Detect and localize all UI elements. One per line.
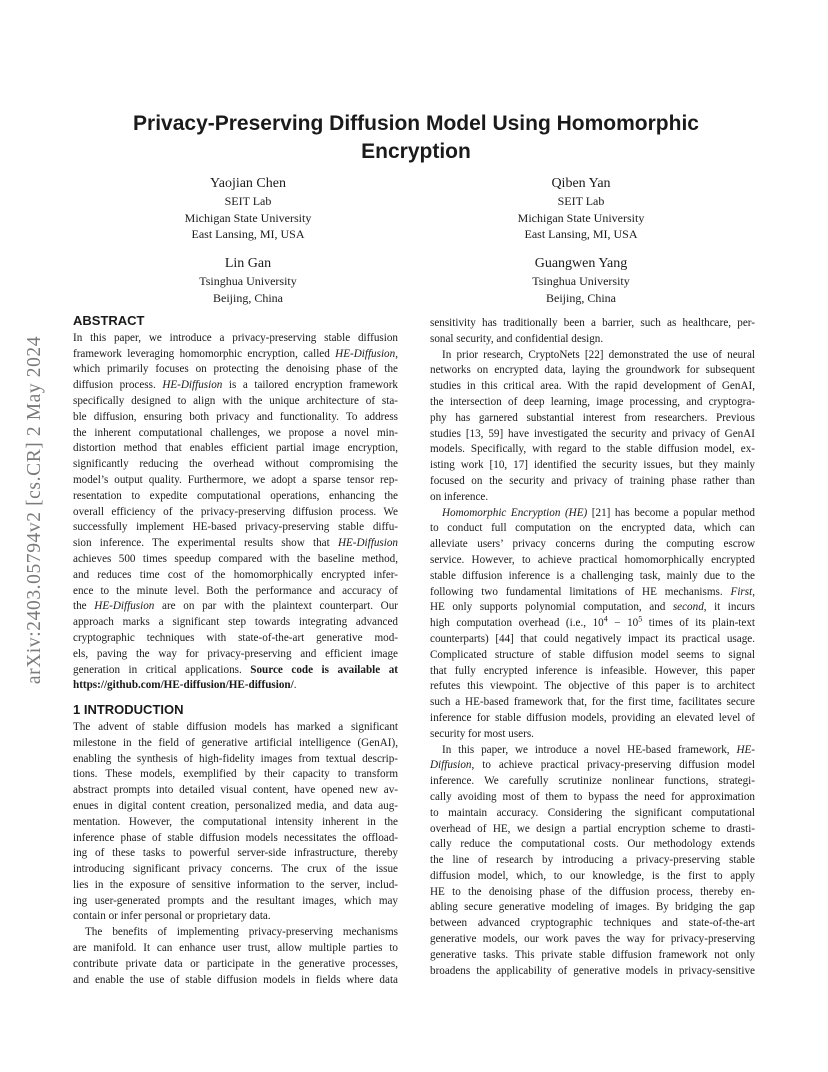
author-block <box>128 174 368 243</box>
author-location: East Lansing, MI, USA <box>191 227 305 241</box>
author-affiliation: SEIT Lab <box>557 194 605 208</box>
author-affiliation: Michigan State University <box>517 210 645 225</box>
introduction-heading: 1 INTRODUCTION <box>73 702 184 718</box>
author-affiliation: Tsinghua University <box>199 274 297 288</box>
abstract-paragraph: In this paper, we introduce a privacy-preserving stable diffusion framework leveraging homomorphic encryption, called HE-Diffusion, which primarily focuses on protecting the denoising phase of the diffusion process. HE-Diffusion is a tailored encryption framework specifically designed to align with the unique architecture of sta- ble diffusion, ensuring both privacy and functionality. To address the inherent computational challenges, we propose a novel min- distortion method that enables efficient partial image encryption, significantly reducing the overhead without compromising the model’s output quality. Furthermore, we adopt a sparse tensor rep- resentation to expedite computational operations, enhancing the overall efficiency of the privacy-preserving diffusion process. We successfully implement HE-based privacy-preserving stable diffu- sion inference. The experimental results show that HE-Diffusion achieves 500 times speedup compared with the baseline method, and reduces time cost of the homomorphically encrypted infer- ence to the minute level. Both the performance and accuracy of the HE-Diffusion are on par with the plaintext counterpart. Our approach marks a significant step towards integrating advanced cryptographic techniques with state-of-the-art generative mod- els, paving the way for privacy-preserving and efficient image generation in critical applications. Source code is available at https://github.com/HE-diffusion/HE-diffusion/. <box>73 331 398 694</box>
intro-paragraph-1: The advent of stable diffusion models has marked a significant milestone in the field of generative artificial intelligence (GenAI), enabling the synthesis of high-fidelity images from textual descrip- tions. These models, exemplified by their capacity to transform abstract prompts into detailed visual content, have opened new av- enues in digital content creation, personalized media, and data aug- mentation. However, the computational intensity inherent in the inference phase of stable diffusion models necessitates the offload- ing of these tasks to powerful server-side infrastructure, thereby introducing significant privacy concerns. The crux of the issue lies in the exposure of sensitive information to the server, includ- ing user-generated prompts and the resultant images, which may contain or infer personal or proprietary data. <box>73 720 398 923</box>
intro-paragraph-2: The benefits of implementing privacy-preserving mechanisms are manifold. It can enhance user trust, allow multiple parties to contribute private data or participate in the generative processes, and enable the use of stable diffusion models in fields where data <box>73 926 398 986</box>
source-code-link[interactable]: https://github.com/HE-diffusion/HE-diffusion/. <box>73 679 297 692</box>
left-column <box>73 313 398 988</box>
author-affiliation: SEIT Lab <box>224 194 272 208</box>
author-name: Guangwen Yang <box>534 256 628 271</box>
paper-title <box>100 110 732 166</box>
author-name: Yaojian Chen <box>210 176 286 191</box>
author-block <box>461 254 701 306</box>
author-block <box>461 174 701 243</box>
arxiv-identifier-margin <box>22 260 48 760</box>
author-location: East Lansing, MI, USA <box>524 227 638 241</box>
right-column <box>430 316 755 979</box>
author-location: Beijing, China <box>546 290 616 305</box>
author-affiliation: Michigan State University <box>184 210 312 225</box>
author-block <box>128 254 368 306</box>
title-line-2: Encryption <box>361 140 471 163</box>
title-line-1: Privacy-Preserving Diffusion Model Using Homomorphic <box>133 112 699 135</box>
author-location: Beijing, China <box>213 290 283 305</box>
body-paragraph: In prior research, CryptoNets [22] demonstrated the use of neural networks on encrypted data, laying the groundwork for subsequent studies in this critical area. With the rapid development of GenAI, the intersection of deep learning, image processing, and cryptogra- phy has garnered substantial interest from researchers. Previous studies [13, 59] have investigated the security and privacy of GenAI models. Specifically, with regard to the stable diffusion model, ex- isting work [10, 17] identified the security issues, but they mainly focused on the security and privacy of training phase rather than on inference. <box>430 348 755 503</box>
body-paragraph: In this paper, we introduce a novel HE-based framework, HE- Diffusion, to achieve practical privacy-preserving diffusion model inference. We carefully scrutinize nonlinear functions, strategi- cally avoiding most of them to bypass the need for approximation to maintain accuracy. Considering the significant computational overhead of HE, we design a partial encryption scheme to drasti- cally reduce the computational costs. Our methodology extends the line of research by introducing a privacy-preserving stable diffusion model, which, to our knowledge, is the first to apply HE to the denoising phase of the diffusion process, thereby en- abling secure generative modeling of images. By bridging the gap between advanced cryptographic techniques and state-of-the-art generative models, our work paves the way for privacy-preserving generative tasks. This private stable diffusion framework not only broadens the applicability of generative models in privacy-sensitive <box>430 743 755 977</box>
author-affiliation: Tsinghua University <box>532 274 630 288</box>
author-name: Lin Gan <box>224 256 272 271</box>
body-paragraph: Homomorphic Encryption (HE) [21] has become a popular method to conduct full computation on the encrypted data, which can alleviate users’ privacy concerns during the computing escrow service. However, to achieve practical homomorphically encrypted stable diffusion inference is a challenging task, mainly due to the following two fundamental limitations of HE mechanisms. First, HE only supports polynomial computation, and second, it incurs high computation overhead (i.e., $10^4 - 10^5$ times of its plain-text counterparts) [44] that could negatively impact its practical usage. Complicated structure of stable diffusion model seems to signal that fully encrypted inference is infeasible. However, this paper refutes this viewpoint. The objective of this paper is to architect such a HE-based framework that, for the first time, facilitates secure inference for stable diffusion models, providing an elevated level of security for most users. <box>430 506 755 740</box>
author-name: Qiben Yan <box>551 176 611 191</box>
body-paragraph: sensitivity has traditionally been a barrier, such as healthcare, per- sonal security, and confidential design. <box>430 317 755 345</box>
abstract-heading: ABSTRACT <box>73 313 145 328</box>
arxiv-identifier: arXiv:2403.05794v2 [cs.CR] 2 May 2024 <box>24 335 45 685</box>
